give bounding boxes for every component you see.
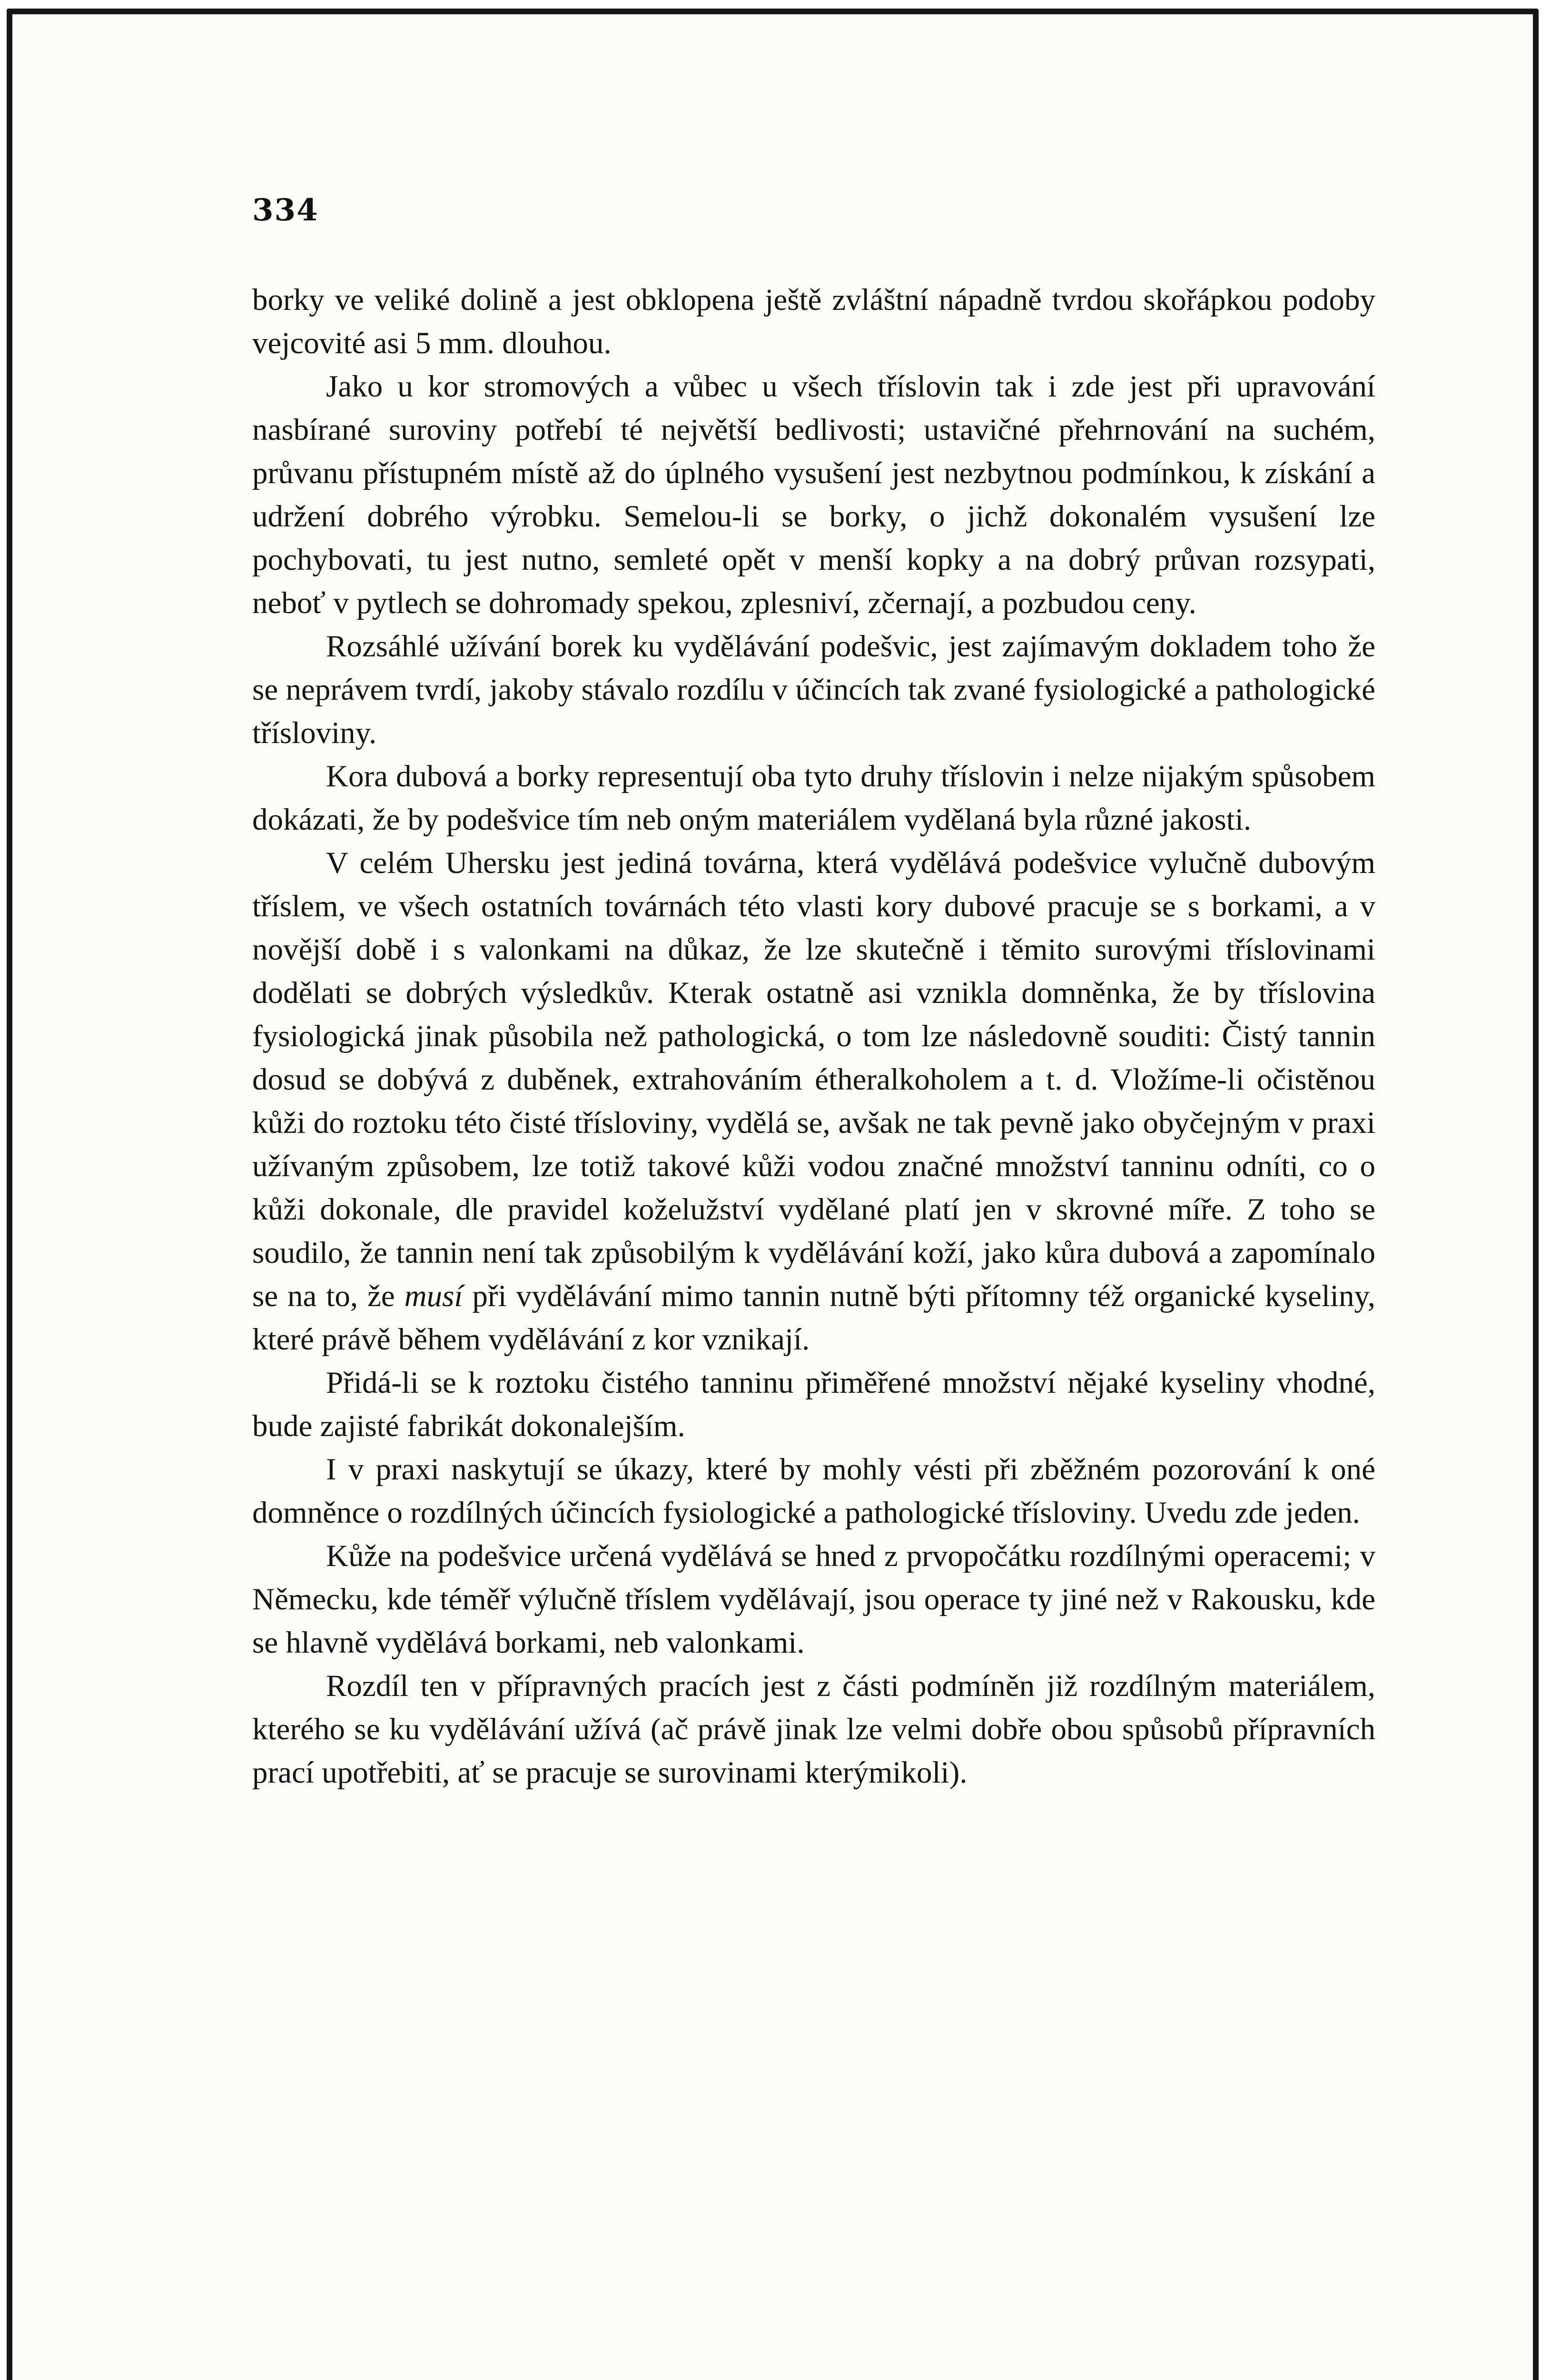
page-number: 334 (252, 192, 319, 228)
paragraph: Jako u kor stromových a vůbec u všech tříslovin tak i zde jest při upravování nasbírané suroviny potřebí té největší bedlivosti; ustavičné přehrnování na suchém, průvanu přístupném místě až do úplného vysušení jest nezbytnou podmínkou, k získání a udržení dobrého výrobku. Semelou-li se borky, o jichž dokonalém vysušení lze pochybovati, tu jest nutno, semleté opět v menší kopky a na dobrý průvan rozsypati, neboť v pytlech se dohromady spekou, zplesniví, zčernají, a pozbudou ceny. (252, 369, 1375, 620)
paragraph: Kůže na podešvice určená vydělává se hned z prvopočátku rozdílnými operacemi; v Německu, kde téměř výlučně tříslem vydělávají, jsou operace ty jiné než v Rakousku, kde se hlavně vydělává borkami, neb valonkami. (252, 1539, 1375, 1660)
paragraph-text: při vydělávání mimo tannin nutně býti přítomny též organické kyseliny, které právě během vydělávání z kor vznikají. (252, 1279, 1375, 1357)
paragraph: Přidá-li se k roztoku čistého tanninu přiměřené množství nějaké kyseliny vhodné, bude zajisté fabrikát dokonalejším. (252, 1366, 1375, 1443)
paragraph (252, 842, 1375, 1361)
paragraph: I v praxi naskytují se úkazy, které by mohly vésti při zběžném pozorování k oné domněnce o rozdílných účincích fysiologické a pathologické třísloviny. Uvedu zde jeden. (252, 1452, 1375, 1530)
paragraph-text: V celém Uhersku jest jediná továrna, která vydělává podešvice vylučně dubovým tříslem, ve všech ostatních továrnách této vlasti kory dubové pracuje se s borkami, a v novější době i s valonkami na důkaz, že lze skutečně i těmito surovými tříslovinami dodělati se dobrých výsledkův. Kterak ostatně asi vznikla domněnka, že by tříslovina fysiologická jinak působila než pathologická, o tom lze následovně souditi: Čistý tannin dosud se dobývá z duběnek, extrahováním étheralkoholem a t. d. Vložíme-li očistěnou kůži do roztoku této čisté třísloviny, vydělá se, avšak ne tak pevně jako obyčejným v praxi užívaným způsobem, lze totiž takové kůži vodou značné množství tanninu odníti, co o kůži dokonale, dle pravidel koželužství vydělané platí jen v skrovné míře. Z toho se soudilo, že tannin není tak způsobilým k vydělávání koží, jako kůra dubová a zapomínalo se na to, že (252, 846, 1375, 1313)
paragraph: borky ve veliké dolině a jest obklopena ještě zvláštní nápadně tvrdou skořápkou podoby vejcovité asi 5 mm. dlouhou. (252, 283, 1375, 360)
body-text (252, 278, 1375, 1795)
paragraph: Rozdíl ten v přípravných pracích jest z části podmíněn již rozdílným materiálem, kterého se ku vydělávání užívá (ač právě jinak lze velmi dobře obou spůsobů přípravních prací upotřebiti, ať se pracuje se surovinami kterýmikoli). (252, 1669, 1375, 1790)
paragraph: Rozsáhlé užívání borek ku vydělávání podešvic, jest zajímavým dokladem toho že se neprávem tvrdí, jakoby stávalo rozdílu v účincích tak zvané fysiologické a pathologické třísloviny. (252, 629, 1375, 750)
paragraph: Kora dubová a borky representují oba tyto druhy tříslovin i nelze nijakým spůsobem dokázati, že by podešvice tím neb oným materiálem vydělaná byla různé jakosti. (252, 759, 1375, 837)
emphasized-word: musí (404, 1279, 463, 1313)
